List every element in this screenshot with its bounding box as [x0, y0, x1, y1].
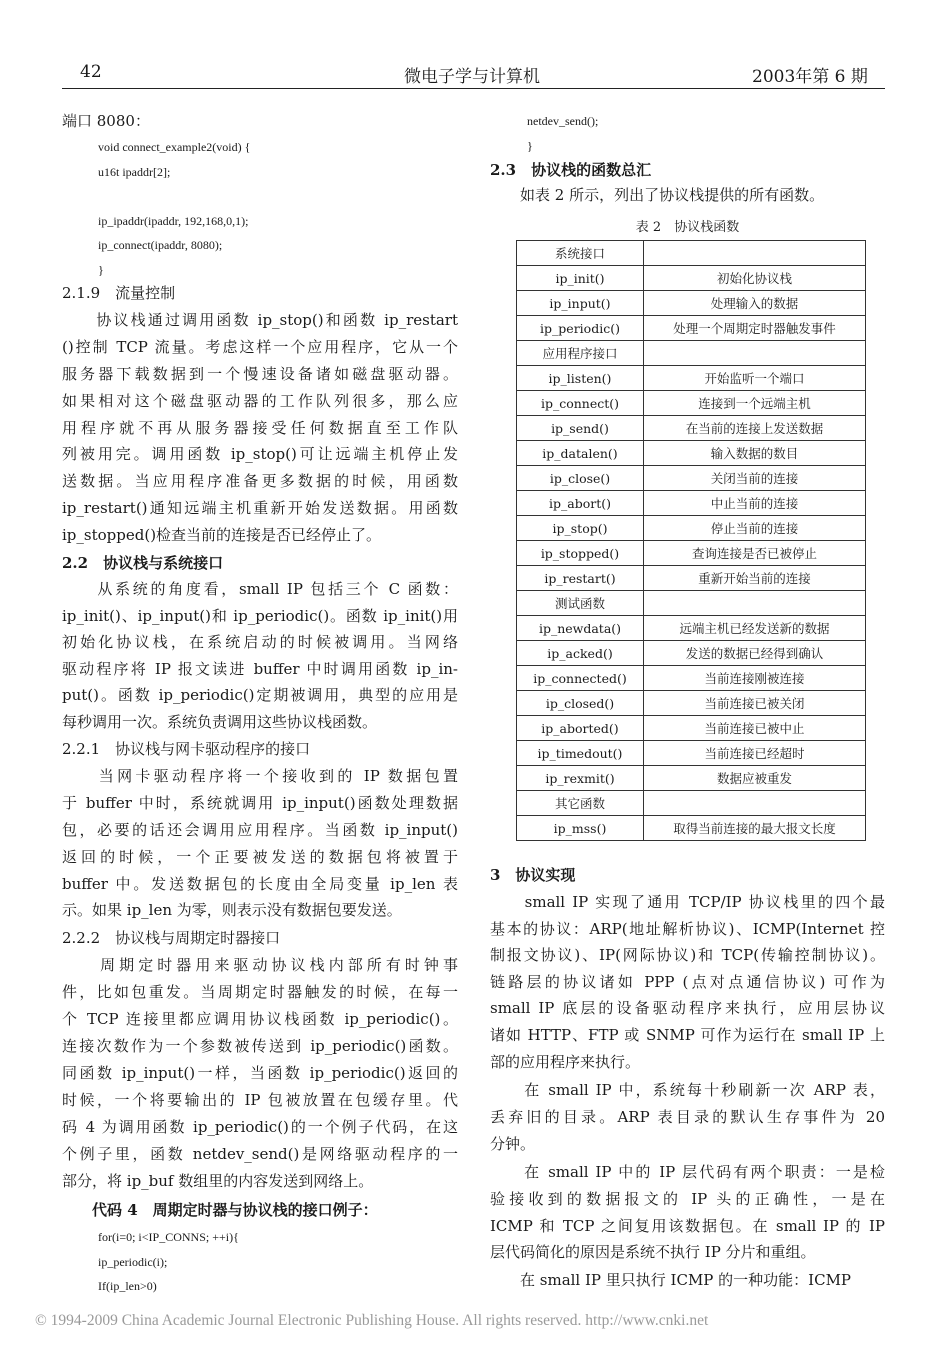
text-line: buffer 中。发送数据包的长度由全局变量 ip_len 表 — [62, 874, 458, 893]
copyright-footer: © 1994-2009 China Academic Journal Electronic Publishing House. All rights reserved. http://www.cnki.net — [35, 1312, 709, 1329]
function-name-cell: ip_connected() — [517, 666, 644, 691]
heading-2-2-2 — [62, 925, 458, 951]
port-line — [62, 108, 458, 134]
function-desc-cell: 取得当前连接的最大报文长度 — [644, 816, 866, 841]
function-name-cell: ip_abort() — [517, 491, 644, 516]
issue-label: 2003年第 6 期 — [752, 67, 868, 87]
text-line: 用程序就不再从服务器接受任何数据直至工作队 — [62, 418, 458, 437]
function-name-cell: ip_aborted() — [517, 716, 644, 741]
heading-2-2-1 — [62, 736, 458, 762]
text-line: 丢弃旧的目录。ARP 表目录的默认生存事件为 20 — [490, 1108, 885, 1126]
function-desc-cell: 远端主机已经发送新的数据 — [644, 616, 866, 641]
table-row — [517, 666, 866, 691]
text-line: 如果相对这个磁盘驱动器的工作队列很多，那么应 — [62, 391, 458, 410]
text-line: ip_stopped()检查当前的连接是否已经停止了。 — [62, 526, 382, 545]
code-line: netdev_send(); — [527, 114, 599, 128]
text-line: 送数据。当应用程序准备更多数据的时候，用函数 — [62, 472, 458, 491]
text-line: ()控制 TCP 流量。考虑这样一个应用程序，它从一个 — [62, 337, 458, 356]
text-line: 3 协议实现 — [490, 866, 576, 884]
table-row — [517, 766, 866, 791]
text-line: 部的应用程序来执行。 — [490, 1052, 641, 1071]
function-desc-cell: 当前连接已被中止 — [644, 716, 866, 741]
journal-title: 微电子学与计算机 — [404, 67, 540, 87]
text-line: 2.2.1 协议栈与网卡驱动程序的接口 — [62, 740, 311, 758]
header-rule — [62, 88, 885, 89]
code4-title — [62, 1197, 458, 1223]
code-line: void connect_example2(void) { — [98, 140, 251, 154]
table-row — [517, 816, 866, 841]
paragraph-icmp — [490, 1267, 885, 1293]
function-desc-cell — [644, 591, 866, 616]
text-line: 层代码简化的原因是系统不执行 IP 分片和重组。 — [490, 1243, 816, 1262]
function-desc-cell: 当前连接已被关闭 — [644, 691, 866, 716]
text-line: 周期定时器用来驱动协议栈内部所有时钟事 — [62, 956, 458, 974]
text-line: 如表 2 所示，列出了协议栈提供的所有函数。 — [490, 186, 825, 204]
table-row — [517, 541, 866, 566]
code-block-send — [527, 109, 922, 159]
text-line: 诸如 HTTP、FTP 或 SNMP 可作为运行在 small IP 上 — [490, 1025, 885, 1044]
function-name-cell: ip_restart() — [517, 566, 644, 591]
paragraph-flow-control — [62, 307, 458, 549]
text-line: 当网卡驱动程序将一个接收到的 IP 数据包置 — [62, 767, 458, 785]
text-line: 2.2 协议栈与系统接口 — [62, 554, 224, 572]
function-desc-cell: 开始监听一个端口 — [644, 366, 866, 391]
text-line: 返回的时候，一个正要被发送的数据包将被置于 — [62, 847, 458, 866]
text-line: 在 small IP 中的 IP 层代码有两个职责：一是检 — [490, 1163, 885, 1181]
text-line: 2.1.9 流量控制 — [62, 284, 176, 302]
text-line: 码 4 为调用函数 ip_periodic()的一个例子代码，在这 — [62, 1118, 458, 1136]
text-line: 2.3 协议栈的函数总汇 — [490, 161, 652, 179]
table-row — [517, 291, 866, 316]
text-line: 同函数 ip_input()一样，当函数 ip_periodic()返回的 — [62, 1064, 458, 1082]
paragraph-ip-layer — [490, 1159, 885, 1266]
text-line: ip_init()、ip_input()和 ip_periodic()。函数 ip_init()用 — [62, 606, 458, 625]
text-line: 初始化协议栈，在系统启动的时候被调用。当网络 — [62, 633, 458, 652]
function-name-cell: ip_mss() — [517, 816, 644, 841]
text-line: 连接次数作为一个参数被传送到 ip_periodic()函数。 — [62, 1037, 458, 1055]
text-line: 链路层的协议诸如 PPP (点对点通信协议) 可作为 — [490, 972, 885, 991]
code-block-periodic — [98, 1225, 494, 1299]
table-row — [517, 591, 866, 616]
paragraph-protocols — [490, 889, 885, 1075]
text-line: ICMP 和 TCP 之间复用该数据包。在 small IP 的 IP — [490, 1216, 885, 1235]
function-desc-cell: 中止当前的连接 — [644, 491, 866, 516]
text-line: 驱动程序将 IP 报文读进 buffer 中时调用函数 ip_in- — [62, 659, 458, 678]
function-desc-cell: 当前连接已经超时 — [644, 741, 866, 766]
function-name-cell: ip_connect() — [517, 391, 644, 416]
text-line: 示。如果 ip_len 为零，则表示没有数据包要发送。 — [62, 901, 402, 920]
table-row — [517, 341, 866, 366]
text-line: small IP 实现了通用 TCP/IP 协议栈里的四个最 — [490, 893, 885, 911]
text-line: 代码 4 周期定时器与协议栈的接口例子： — [62, 1201, 378, 1219]
function-desc-cell — [644, 341, 866, 366]
table-row — [517, 366, 866, 391]
text-line: 在 small IP 里只执行 ICMP 的一种功能：ICMP — [490, 1271, 852, 1289]
paragraph-function-summary — [490, 182, 885, 208]
code-line: ip_periodic(i); — [98, 1254, 168, 1269]
table-row — [517, 266, 866, 291]
text-line: 从系统的角度看，small IP 包括三个 C 函数： — [62, 580, 458, 598]
code-line: ip_connect(ipaddr, 8080); — [98, 238, 223, 252]
paragraph-timer-interface — [62, 952, 458, 1195]
function-name-cell: ip_send() — [517, 416, 644, 441]
function-desc-cell: 发送的数据已经得到确认 — [644, 641, 866, 666]
text-line: 包，必要的话还会调用应用程序。当函数 ip_input() — [62, 820, 458, 839]
function-name-cell: 测试函数 — [517, 591, 644, 616]
table-row — [517, 566, 866, 591]
text-line: put()。函数 ip_periodic()定期被调用，典型的应用是 — [62, 686, 458, 705]
function-name-cell: 系统接口 — [517, 241, 644, 266]
text-line: ip_restart()通知远端主机重新开始发送数据。用函数 — [62, 499, 458, 518]
table-row — [517, 466, 866, 491]
table-row — [517, 691, 866, 716]
function-desc-cell: 输入数据的数目 — [644, 441, 866, 466]
function-desc-cell: 当前连接刚被连接 — [644, 666, 866, 691]
text-line: 协议栈通过调用函数 ip_stop()和函数 ip_restart — [62, 311, 458, 329]
text-line: 列被用完。调用函数 ip_stop()可让远端主机停止发 — [62, 445, 458, 464]
table-row — [517, 416, 866, 441]
function-desc-cell: 关闭当前的连接 — [644, 466, 866, 491]
table-row — [517, 441, 866, 466]
table-row — [517, 791, 866, 816]
text-line: 于 buffer 中时，系统就调用 ip_input()函数处理数据 — [62, 793, 458, 812]
text-line: 每秒调用一次。系统负责调用这些协议栈函数。 — [62, 712, 378, 731]
code-line: If(ip_len>0) — [98, 1279, 157, 1293]
function-name-cell: ip_datalen() — [517, 441, 644, 466]
table-caption: 表 2 协议栈函数 — [635, 220, 740, 235]
function-name-cell: ip_close() — [517, 466, 644, 491]
text-line: 个 TCP 连接里都应调用协议栈函数 ip_periodic()。 — [62, 1010, 458, 1028]
text-line: 件，比如包重发。当周期定时器触发的时候，在每一 — [62, 983, 458, 1001]
table-row — [517, 241, 866, 266]
function-name-cell: 其它函数 — [517, 791, 644, 816]
function-name-cell: ip_rexmit() — [517, 766, 644, 791]
function-name-cell: ip_periodic() — [517, 316, 644, 341]
text-line: 时候，一个将要输出的 IP 包被放置在包缓存里。代 — [62, 1091, 458, 1109]
function-desc-cell: 初始化协议栈 — [644, 266, 866, 291]
code-line: u16t ipaddr[2]; — [98, 164, 171, 179]
page-number: 42 — [80, 62, 102, 82]
code-line: } — [98, 262, 104, 277]
function-desc-cell: 查询连接是否已被停止 — [644, 541, 866, 566]
text-line: small IP 底层的设备驱动程序来执行，应用层协议 — [490, 999, 885, 1018]
text-line: 制报文协议)、IP(网际协议)和 TCP(传输控制协议)。 — [490, 946, 885, 965]
table-row — [517, 641, 866, 666]
table-row — [517, 391, 866, 416]
text-line: 端口 8080： — [62, 112, 150, 130]
heading-2-3 — [490, 157, 885, 183]
function-name-cell: ip_closed() — [517, 691, 644, 716]
function-desc-cell: 处理一个周期定时器触发事件 — [644, 316, 866, 341]
table-row — [517, 716, 866, 741]
function-desc-cell: 停止当前的连接 — [644, 516, 866, 541]
text-line: 2.2.2 协议栈与周期定时器接口 — [62, 929, 281, 947]
function-desc-cell: 连接到一个远端主机 — [644, 391, 866, 416]
table-row — [517, 741, 866, 766]
function-desc-cell: 数据应被重发 — [644, 766, 866, 791]
text-line: 在 small IP 中，系统每十秒刷新一次 ARP 表， — [490, 1081, 885, 1099]
function-name-cell: ip_timedout() — [517, 741, 644, 766]
function-name-cell: ip_listen() — [517, 366, 644, 391]
code-line: for(i=0; i<IP_CONNS; ++i){ — [98, 1230, 239, 1244]
code-line — [98, 184, 494, 209]
function-name-cell: ip_acked() — [517, 641, 644, 666]
table-row — [517, 616, 866, 641]
function-desc-cell: 在当前的连接上发送数据 — [644, 416, 866, 441]
code-line: } — [527, 139, 533, 153]
function-desc-cell — [644, 241, 866, 266]
heading-3 — [490, 862, 885, 888]
function-desc-cell: 重新开始当前的连接 — [644, 566, 866, 591]
heading-2-1-9 — [62, 280, 458, 306]
code-line: ip_ipaddr(ipaddr, 192,168,0,1); — [98, 213, 249, 228]
text-line: 验接收到的数据报文的 IP 头的正确性，一是在 — [490, 1189, 885, 1208]
table-row — [517, 516, 866, 541]
text-line: 基本的协议：ARP(地址解析协议)、ICMP(Internet 控 — [490, 919, 885, 938]
code-block-connect — [98, 135, 494, 282]
function-desc-cell: 处理输入的数据 — [644, 291, 866, 316]
function-desc-cell — [644, 791, 866, 816]
text-line: 个例子里，函数 netdev_send()是网络驱动程序的一 — [62, 1145, 458, 1163]
heading-2-2 — [62, 550, 458, 576]
function-name-cell: ip_stop() — [517, 516, 644, 541]
function-name-cell: ip_input() — [517, 291, 644, 316]
function-name-cell: 应用程序接口 — [517, 341, 644, 366]
table-row — [517, 316, 866, 341]
text-line: 服务器下载数据到一个慢速设备诸如磁盘驱动器。 — [62, 364, 458, 383]
paragraph-nic-interface — [62, 763, 458, 924]
function-name-cell: ip_stopped() — [517, 541, 644, 566]
text-line: 部分，将 ip_buf 数组里的内容发送到网络上。 — [62, 1172, 374, 1190]
paragraph-arp — [490, 1077, 885, 1158]
text-line: 分钟。 — [490, 1135, 536, 1153]
function-name-cell: ip_init() — [517, 266, 644, 291]
table-row — [517, 491, 866, 516]
paragraph-system-interface — [62, 576, 458, 736]
function-table — [516, 240, 866, 841]
function-name-cell: ip_newdata() — [517, 616, 644, 641]
